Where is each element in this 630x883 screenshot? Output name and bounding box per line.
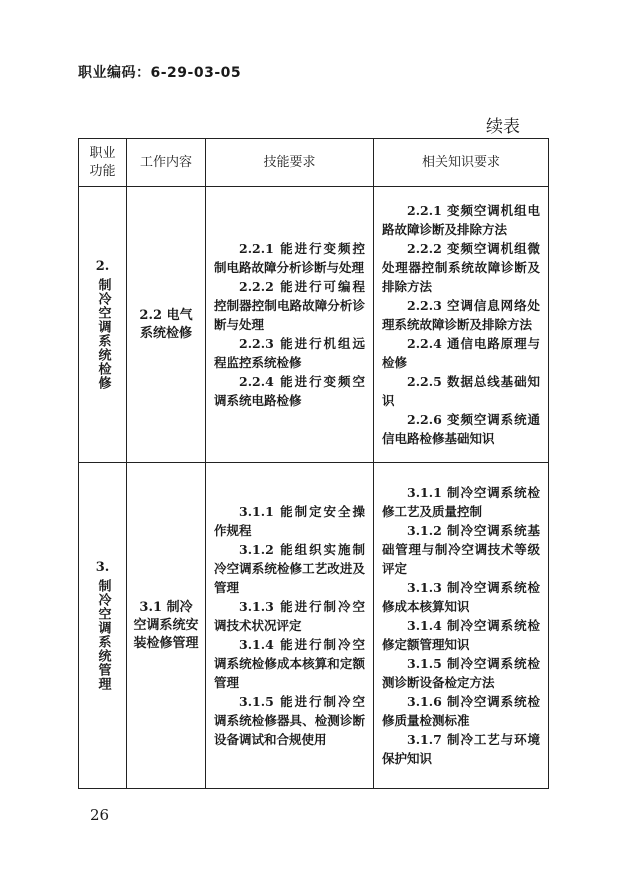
occupation-code: 职业编码：6-29-03-05	[78, 65, 242, 81]
continued-label: 续表	[486, 117, 520, 137]
skill-item: 3.1.4 能进行制冷空调系统检修成本核算和定额管理	[214, 637, 365, 690]
function-name: 制冷空调系统管理	[95, 579, 111, 691]
skill-item: 3.1.5 能进行制冷空调系统检修器具、检测诊断设备调试和合规使用	[214, 694, 365, 747]
content-cell	[127, 187, 206, 463]
knowledge-cell	[374, 187, 549, 463]
knowledge-item: 3.1.4 制冷空调系统检修定额管理知识	[382, 618, 540, 652]
knowledge-item: 2.2.1 变频空调机组电路故障诊断及排除方法	[382, 203, 540, 237]
skill-item: 3.1.2 能组织实施制冷空调系统检修工艺改进及管理	[214, 542, 365, 595]
skill-item: 3.1.1 能制定安全操作规程	[214, 504, 365, 538]
knowledge-item: 2.2.5 数据总线基础知识	[382, 374, 540, 408]
function-cell	[79, 463, 127, 789]
knowledge-item: 3.1.1 制冷空调系统检修工艺及质量控制	[382, 485, 540, 519]
knowledge-item: 2.2.6 变频空调系统通信电路检修基础知识	[382, 412, 540, 446]
knowledge-cell	[374, 463, 549, 789]
knowledge-item: 2.2.4 通信电路原理与检修	[382, 336, 540, 370]
skills-cell	[206, 463, 374, 789]
function-number: 2.	[95, 259, 110, 274]
header-knowledge: 相关知识要求	[374, 139, 549, 187]
page-number: 26	[90, 806, 110, 824]
content-line: 空调系统安	[133, 617, 199, 633]
knowledge-item: 3.1.7 制冷工艺与环境保护知识	[382, 732, 540, 766]
table-header-row	[79, 139, 549, 187]
header-function: 职业功能	[79, 139, 127, 187]
function-number: 3.	[95, 560, 110, 575]
knowledge-item: 3.1.3 制冷空调系统检修成本核算知识	[382, 580, 540, 614]
knowledge-item: 3.1.6 制冷空调系统检修质量检测标准	[382, 694, 540, 728]
skills-table	[78, 138, 549, 789]
knowledge-item: 2.2.3 空调信息网络处理系统故障诊断及排除方法	[382, 298, 540, 332]
skill-item: 2.2.1 能进行变频控制电路故障分析诊断与处理	[214, 241, 365, 275]
skill-item: 2.2.3 能进行机组远程监控系统检修	[214, 336, 365, 370]
content-line: 3.1 制冷	[139, 599, 193, 615]
content-cell	[127, 463, 206, 789]
header-content: 工作内容	[127, 139, 206, 187]
table-row	[79, 187, 549, 463]
skill-item: 2.2.4 能进行变频空调系统电路检修	[214, 374, 365, 408]
function-name: 制冷空调系统检修	[95, 278, 111, 390]
skills-cell	[206, 187, 374, 463]
knowledge-item: 2.2.2 变频空调机组微处理器控制系统故障诊断及排除方法	[382, 241, 540, 294]
skill-item: 3.1.3 能进行制冷空调技术状况评定	[214, 599, 365, 633]
content-line: 装检修管理	[133, 635, 199, 651]
header-skills: 技能要求	[206, 139, 374, 187]
content-line: 2.2 电气	[139, 307, 193, 323]
skill-item: 2.2.2 能进行可编程控制器控制电路故障分析诊断与处理	[214, 279, 365, 332]
table-row	[79, 463, 549, 789]
knowledge-item: 3.1.2 制冷空调系统基础管理与制冷空调技术等级评定	[382, 523, 540, 576]
knowledge-item: 3.1.5 制冷空调系统检测诊断设备检定方法	[382, 656, 540, 690]
function-cell	[79, 187, 127, 463]
content-line: 系统检修	[139, 325, 192, 341]
